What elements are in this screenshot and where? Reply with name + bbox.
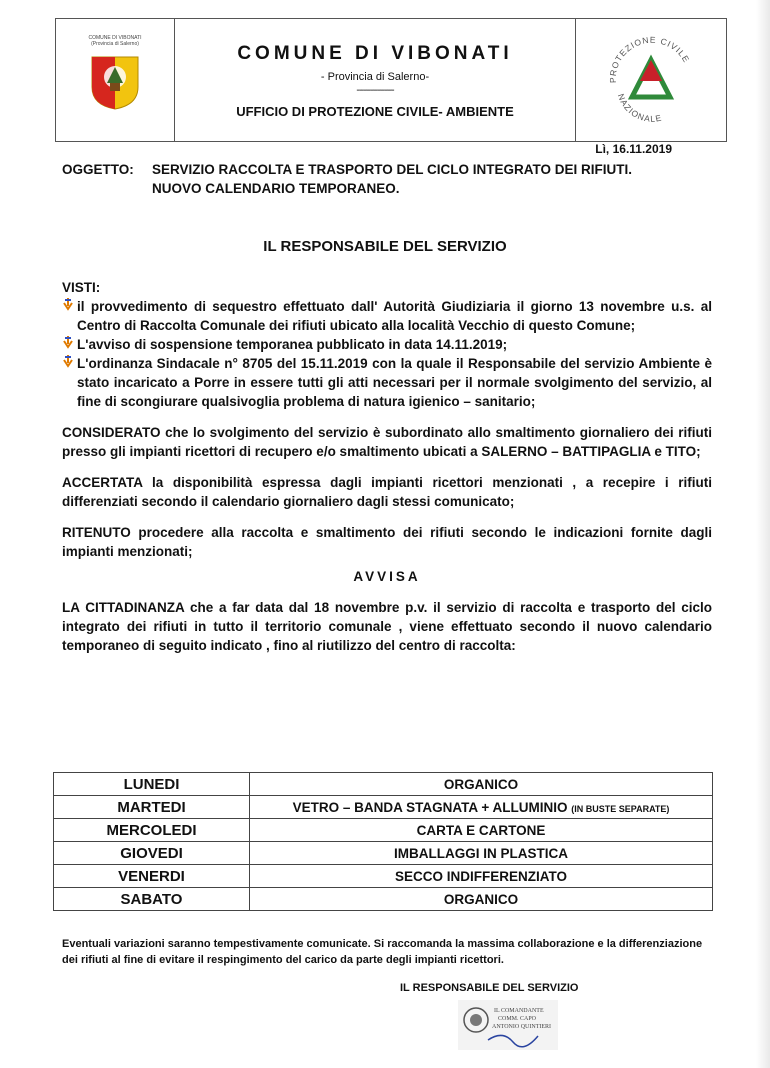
edge-shadow (756, 0, 770, 1068)
office-name: UFFICIO DI PROTEZIONE CIVILE- AMBIENTE (236, 104, 514, 119)
responsible-title: IL RESPONSABILE DEL SERVIZIO (263, 238, 507, 255)
official-stamp-icon (458, 1000, 558, 1050)
schedule-day: LUNEDI (54, 773, 250, 796)
town-name: COMUNE DI VIBONATI (237, 43, 513, 64)
table-row (54, 888, 713, 911)
schedule-note: (IN BUSTE SEPARATE) (571, 803, 670, 814)
logo-top-text: PROTEZIONE CIVILE (607, 34, 692, 84)
table-row (54, 773, 713, 796)
document-date: Lì, 16.11.2019 (595, 142, 672, 156)
visti-item (62, 335, 712, 354)
schedule-waste: VETRO – BANDA STAGNATA + ALLUMINIO (IN BUSTE SEPARATE) (250, 796, 713, 819)
document-body (62, 278, 712, 655)
ritenuto-paragraph: RITENUTO procedere alla raccolta e smaltimento dei rifiuti secondo le indicazioni fornite dagli impianti menzionati; (62, 525, 712, 559)
visti-item (62, 297, 712, 335)
svg-text:COMM. CAPO: COMM. CAPO (498, 1016, 537, 1022)
schedule-waste: CARTA E CARTONE (250, 819, 713, 842)
visti-item-text: il provvedimento di sequestro effettuato dall' Autorità Giudiziaria il giorno 13 novembre u.s. al Centro di Raccolta Comunale dei rifiuti ubicato alla località Vecchio di questo Comune; (77, 299, 712, 333)
province: - Provincia di Salerno- (320, 71, 430, 83)
town-crest-icon (86, 53, 144, 111)
crest-cell (56, 19, 175, 141)
visti-label: VISTI: (62, 280, 101, 295)
accertata-paragraph: ACCERTATA la disponibilità espressa dagli impianti ricettori menzionati , a recepire i rifiuti differenziati secondo il calendario giornaliero dagli stessi comunicato; (62, 475, 712, 509)
letterhead (55, 18, 727, 142)
table-row (54, 819, 713, 842)
svg-text:ANTONIO QUINTIERI: ANTONIO QUINTIERI (492, 1024, 552, 1030)
schedule-day: MERCOLEDI (54, 819, 250, 842)
schedule-waste: ORGANICO (250, 773, 713, 796)
avvisa-heading: AVVISA (353, 569, 421, 584)
schedule-day: GIOVEDI (54, 842, 250, 865)
subject-text: SERVIZIO RACCOLTA E TRASPORTO DEL CICLO INTEGRATO DEI RIFIUTI. NUOVO CALENDARIO TEMPORANEO. (152, 162, 633, 196)
subject-label: OGGETTO: (62, 162, 134, 177)
subject-block (62, 160, 662, 198)
table-row (54, 842, 713, 865)
divider: ---------------- (356, 85, 394, 96)
arrow-bullet-icon (62, 297, 77, 335)
logo-cell (575, 19, 726, 141)
visti-item (62, 354, 712, 411)
svg-text:IL COMANDANTE: IL COMANDANTE (494, 1008, 544, 1014)
schedule-day: SABATO (54, 888, 250, 911)
schedule-waste: ORGANICO (250, 888, 713, 911)
visti-item-text: L'avviso di sospensione temporanea pubblicato in data 14.11.2019; (77, 337, 508, 352)
schedule-waste: IMBALLAGGI IN PLASTICA (250, 842, 713, 865)
signature-title: IL RESPONSABILE DEL SERVIZIO (400, 982, 579, 994)
schedule-waste: SECCO INDIFFERENZIATO (250, 865, 713, 888)
cittadinanza-paragraph: LA CITTADINANZA che a far data dal 18 novembre p.v. il servizio di raccolta e trasporto del ciclo integrato dei rifiuti in tutto il territorio comunale , viene effettuato secondo il nuovo calendario temporaneo di seguito indicato , fino al riutilizzo del centro di raccolta: (62, 600, 712, 653)
logo-bottom-text: NAZIONALE (615, 92, 664, 124)
table-row (54, 865, 713, 888)
arrow-bullet-icon (62, 335, 77, 354)
closing-note: Eventuali variazioni saranno tempestivamente comunicate. Si raccomanda la massima collaborazione e la differenziazione dei rifiuti al fine di evitare il respingimento del carico da parte degli impianti ricettori. (62, 938, 703, 966)
considerato-paragraph: CONSIDERATO che lo svolgimento del servizio è subordinato allo smaltimento giornaliero dei rifiuti presso gli impianti ricettori di recupero e/o smaltimento ubicati a SALERNO – BATTIPAGLIA e TITO; (62, 425, 712, 459)
visti-item-text: L'ordinanza Sindacale n° 8705 del 15.11.2019 con la quale il Responsabile del servizio Ambiente è stato incaricato a Porre in essere tutti gli atti necessari per il normale svolgimento del servizio, al fine di scongiurare qualsivoglia problema di natura igienico – sanitario; (77, 356, 712, 409)
crest-caption-1: COMUNE DI VIBONATI (88, 35, 142, 41)
collection-schedule-table (53, 772, 713, 911)
crest-caption-2: (Provincia di Salerno) (91, 41, 139, 47)
schedule-day: VENERDI (54, 865, 250, 888)
protezione-civile-logo-icon (596, 25, 706, 135)
table-row (54, 796, 713, 819)
letterhead-text (175, 19, 575, 141)
schedule-day: MARTEDI (54, 796, 250, 819)
arrow-bullet-icon (62, 354, 77, 411)
